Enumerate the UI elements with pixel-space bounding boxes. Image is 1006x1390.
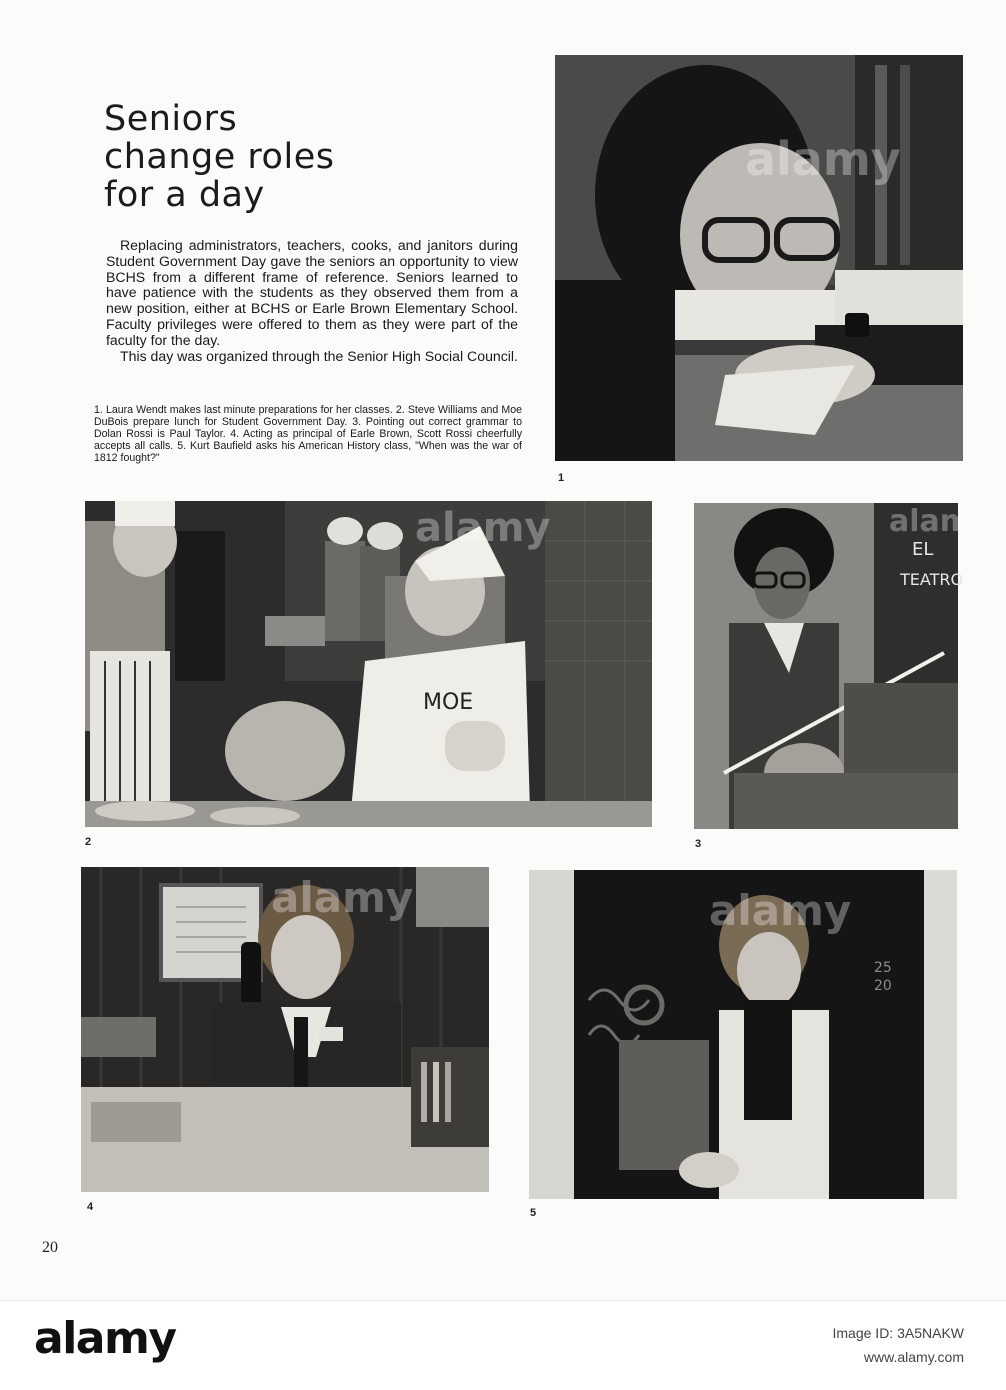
photo-5-history-class [529, 870, 957, 1199]
title-line: for a day [104, 175, 265, 215]
body-paragraph: Replacing administrators, teachers, cooks, and janitors during Student Government Day gave the seniors an opportunity to view BCHS from a different frame of reference. Seniors learned to have patience with the students as they observed them from a new position, either at BCHS or Earle Brown Elementary School. Faculty privileges were offered to them as they were part of the faculty for the day. [106, 237, 518, 348]
body-paragraph: This day was organized through the Senior High Social Council. [120, 347, 518, 364]
image-id: Image ID: 3A5NAKW [832, 1325, 964, 1341]
chalk-text: 20 [874, 978, 892, 994]
watermark-text: alamy [271, 873, 414, 922]
sign-text: EL [912, 539, 934, 560]
photo-1-student-reading [555, 55, 963, 461]
photo-captions: 1. Laura Wendt makes last minute preparations for her classes. 2. Steve Williams and Moe DuBois prepare lunch for Student Government Day. 3. Pointing out correct grammar to Dolan Rossi is Paul Taylor. 4. Acting as principal of Earle Brown, Scott Rossi cheerfully accepts all calls. 5. Kurt Baufield asks his American History class, "When was the war of 1812 fought?" [94, 404, 522, 464]
title-line: Seniors [104, 99, 238, 139]
apron-text: MOE [423, 690, 474, 715]
photo-number: 4 [87, 1201, 94, 1213]
photo-3-classroom-pointer [694, 503, 991, 829]
watermark-text: alamy [745, 132, 901, 186]
photo-4-principal-phone [81, 867, 489, 1192]
footer-divider [0, 1300, 1006, 1301]
stock-url: www.alamy.com [863, 1349, 964, 1365]
chalk-text: 25 [874, 960, 892, 976]
watermark-text: alamy [415, 505, 551, 551]
page-title [104, 100, 334, 214]
photo-2-kitchen [85, 501, 652, 827]
photo-number: 3 [695, 838, 702, 850]
photo-watermark [415, 505, 550, 551]
photo-number: 2 [85, 836, 92, 848]
page-number: 20 [42, 1239, 58, 1256]
photo-watermark [709, 886, 851, 935]
sign-text: TEATRO [900, 570, 964, 589]
photo-number: 5 [530, 1207, 537, 1219]
photo-watermark [271, 873, 413, 922]
article-body [106, 238, 518, 364]
photo-number: 1 [558, 472, 565, 484]
title-line: change roles [104, 137, 335, 177]
photo-watermark [745, 132, 901, 186]
watermark-text: alamy [889, 504, 991, 539]
watermark-text: alamy [709, 886, 852, 935]
alamy-logo: alamy [34, 1313, 176, 1364]
photo-watermark [889, 504, 991, 539]
